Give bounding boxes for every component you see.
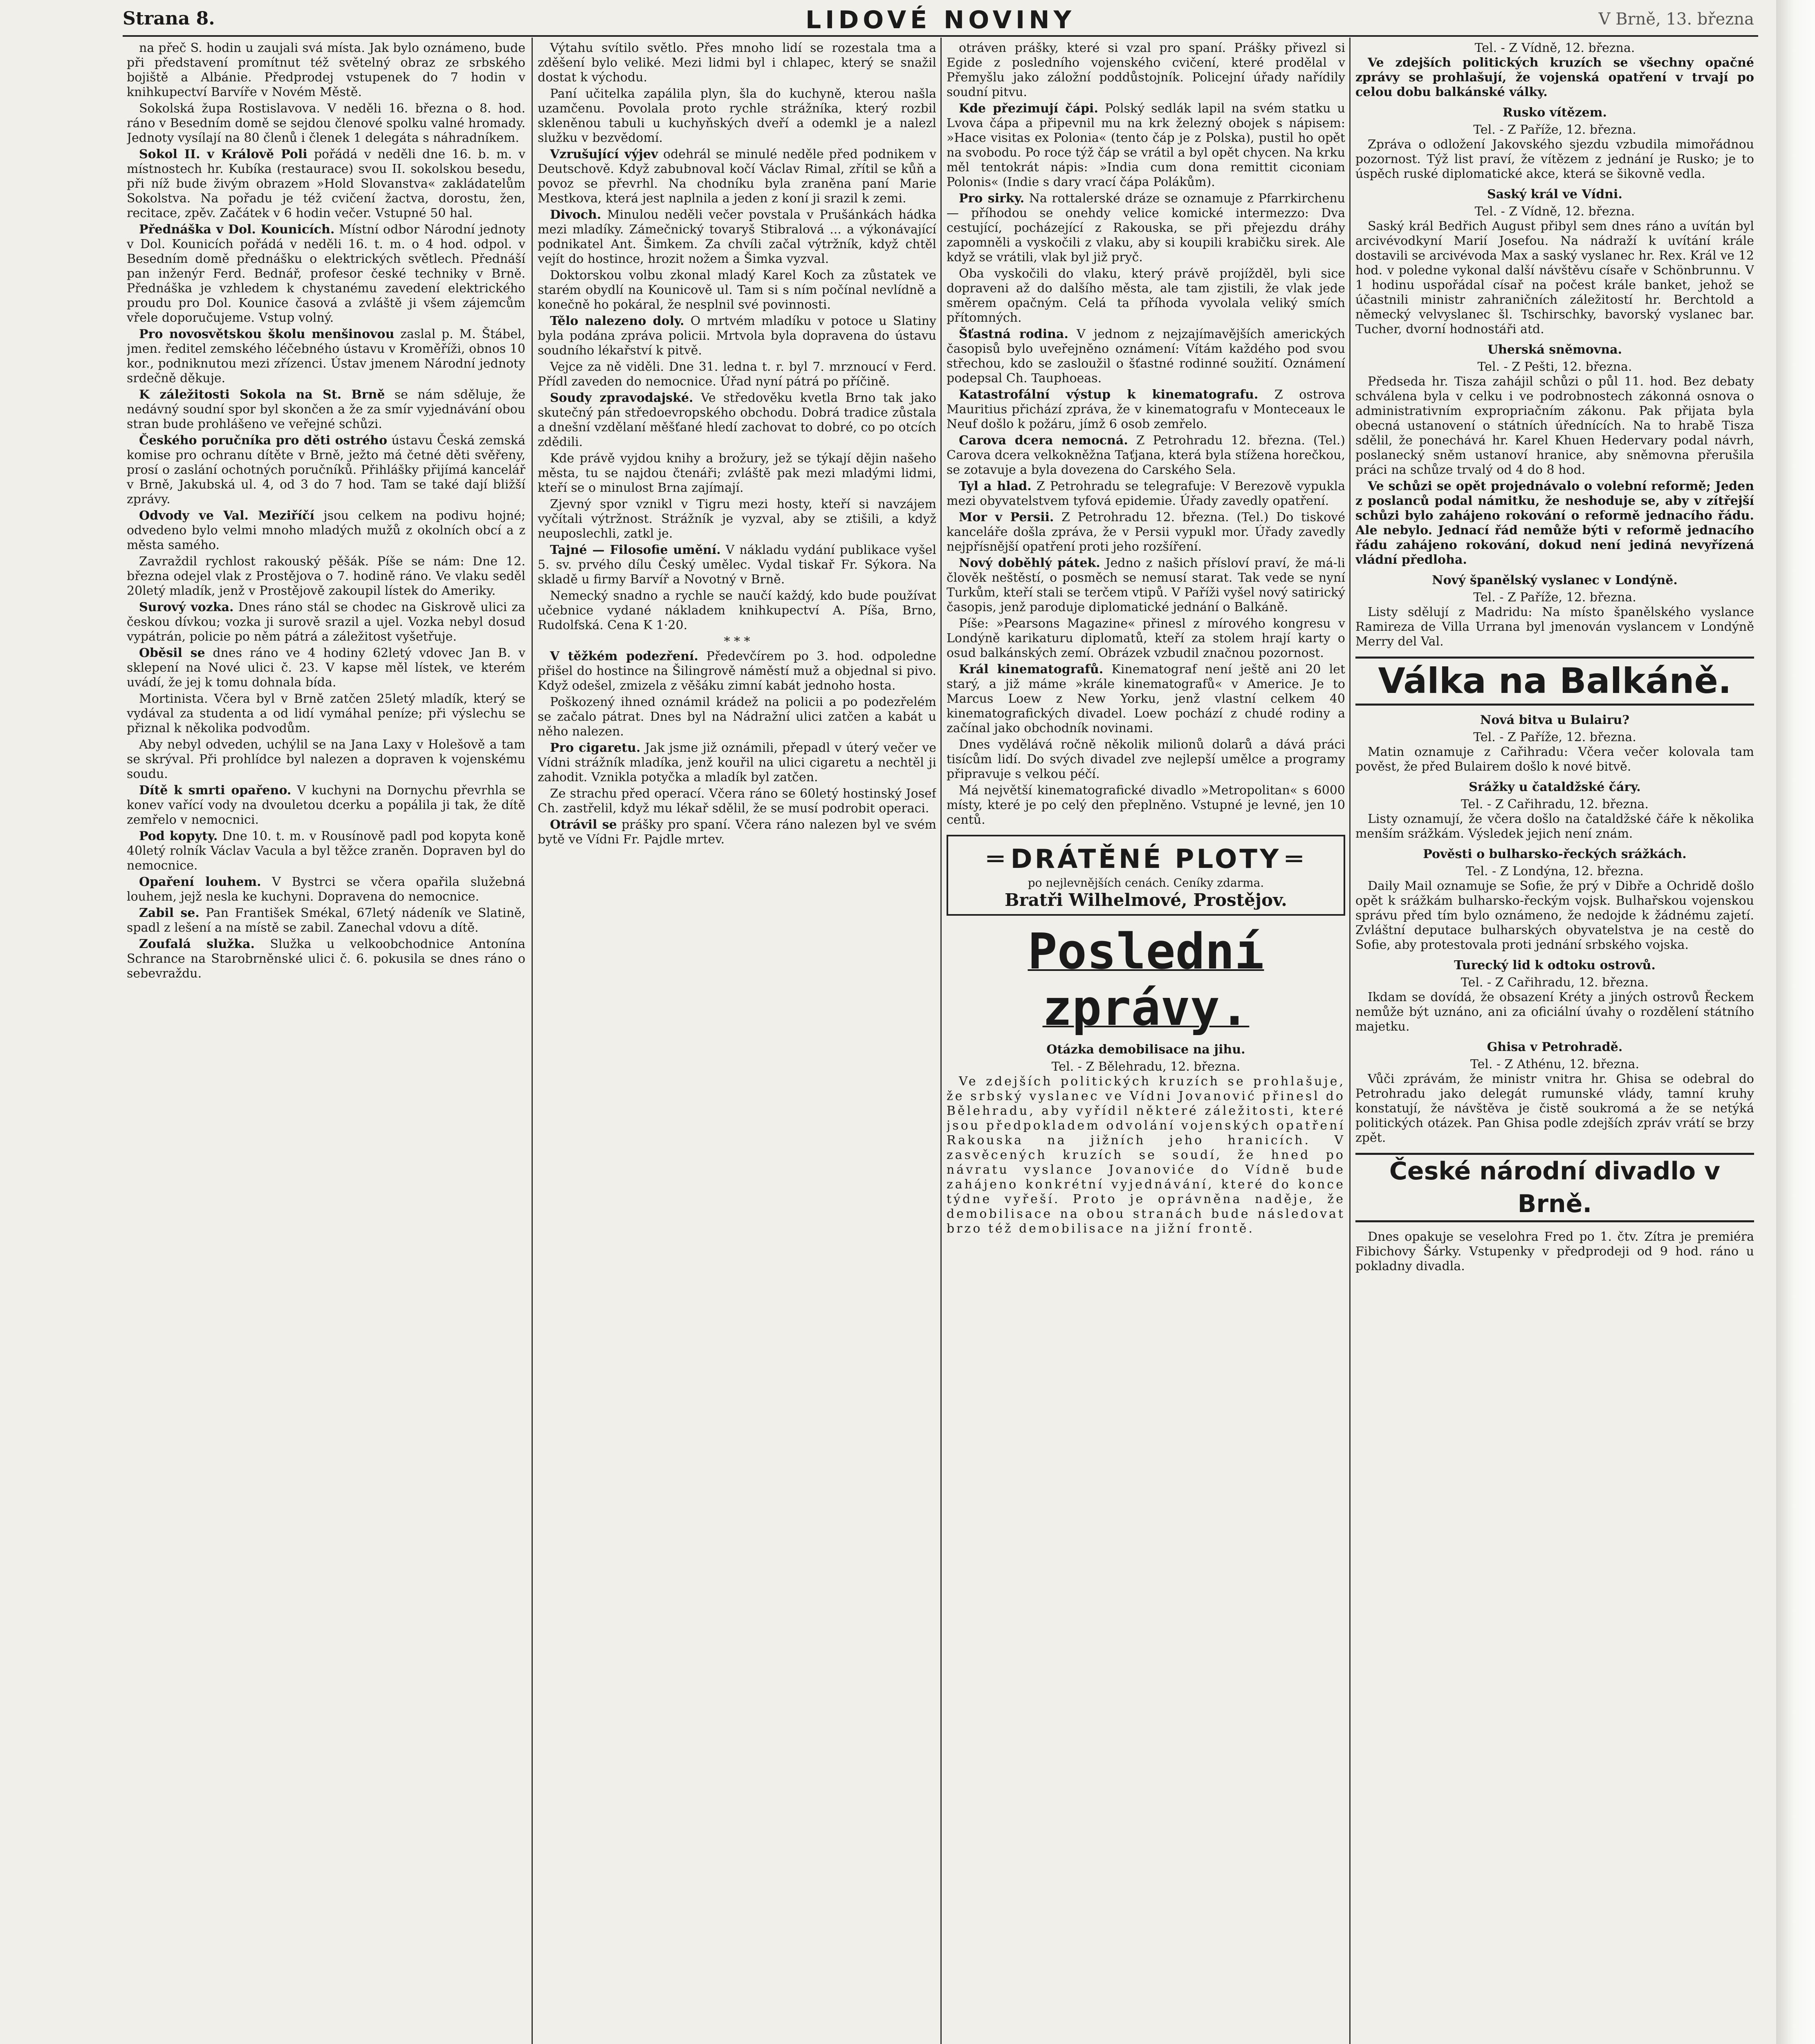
dateline: Tel. - Z Vídně, 12. března. — [1474, 41, 1635, 55]
article — [538, 208, 936, 267]
article-body: Dne 10. t. m. v Rousínově padl pod kopyta koně 40letý rolník Václav Vacula a byl těžce zraněn. Dopraven byl do nemocnice. — [127, 829, 525, 873]
section-banner: České národní divadlo v Brně. — [1355, 1153, 1754, 1222]
ad-title: ═ DRÁTĚNÉ PLOTY ═ — [952, 843, 1339, 876]
article-text: Zjevný spor vznikl v Tigru mezi hosty, kteří si navzájem vyčítali výtržnost. Strážník je vyzval, aby se ztišili, a když neuposlechli, zatkl je. — [538, 497, 936, 541]
article-lead: Pod kopyty. — [139, 829, 218, 843]
article-lead: Tělo nalezeno doly. — [550, 314, 684, 328]
article-lead: Opaření louhem. — [139, 875, 261, 889]
newspaper-title: LIDOVÉ NOVINY — [805, 6, 1076, 34]
article-lead: Tyl a hlad. — [959, 479, 1032, 493]
article-body: dnes ráno ve 4 hodiny 62letý vdovec Jan B. v sklepení na Nové ulici č. 23. V kapse měl lístek, ve kterém uvádí, že jej k tomu dohnala bída. — [127, 646, 525, 690]
article-lead: Kde přezimují čápi. — [959, 101, 1098, 116]
dateline: Tel. - Z Vídně, 12. března. — [1474, 204, 1635, 219]
article-text: Ve zdejších politických kruzích se prohlašuje, že srbský vyslanec ve Vídni Jovanović přinesl do Bělehradu, aby vyřídil některé záležitosti, které jsou předpokladem odvolání vojenských opatření Rakouska na jižních jeho hranicích. V zasvěcených kruzích se soudí, že hned po návratu vyslance Jovanoviće do Vídně bude zahájeno konkrétní vyjednávání, které do konce týdne vyřeší. Proto je oprávněna naděje, že demobilisace na obou stranách bude následovat brzo též demobilisace na jižní frontě. — [947, 1074, 1345, 1236]
dateline: Tel. - Z Cařihradu, 12. března. — [1461, 975, 1649, 990]
article-lead: Divoch. — [550, 208, 601, 222]
article — [127, 327, 525, 386]
advertisement — [947, 835, 1345, 916]
article-body: Služka u velkoobchodnice Antonína Schrance na Starobrněnské ulici č. 6. pokusila se dnes ráno o sebevraždu. — [127, 937, 525, 981]
article-text: Nemecký snadno a rychle se naučí každý, kdo bude používat učebnice vydané nákladem knihkupectví A. Píša, Brno, Rudolfská. Cena K 1·20. — [538, 589, 936, 632]
article-lead: Surový vozka. — [139, 600, 234, 614]
article — [947, 556, 1345, 615]
article-lead: Pro sirky. — [959, 191, 1025, 206]
article — [127, 829, 525, 873]
article-lead: Otrávil se — [550, 818, 617, 832]
article-body: Ve středověku kvetla Brno tak jako skutečný pán středoevropského obchodu. Dobrá tradice zůstala a dnešní vzdělaní měšťané hledí zachovat to dobré, co po otcích zdědili. — [538, 391, 936, 449]
article — [947, 433, 1345, 477]
column-4 — [1355, 41, 1754, 2044]
article-text: Výtahu svítilo světlo. Přes mnoho lidí se rozestala tma a zděšení bylo veliké. Mezi lidmi byl i chlapec, který se snažil dostat k východu. — [538, 41, 936, 85]
article — [538, 649, 936, 693]
article — [947, 191, 1345, 265]
article — [947, 327, 1345, 386]
article-text: Matin oznamuje z Cařihradu: Včera večer kolovala tam pověst, že před Bulairem došlo k nové bitvě. — [1355, 745, 1754, 774]
article-lead: Českého poručníka pro děti ostrého — [139, 433, 387, 448]
article-text: Vůči zprávám, že ministr vnitra hr. Ghisa se odebral do Petrohradu jako delegát rumunské vlády, tamní kruhy konstatují, že návštěva je čistě soukromá a že se netýká politických otázek. Pan Ghisa podle zdejších zpráv vrátí se brzy zpět. — [1355, 1072, 1754, 1145]
article-lead: Tajné — Filosofie umění. — [550, 543, 721, 557]
scan-margin — [1776, 0, 1815, 2044]
article-lead: Katastrofální výstup k kinematografu. — [959, 388, 1259, 402]
column-divider — [940, 38, 942, 2044]
article-text: Zpráva o odložení Jakovského sjezdu vzbudila mimořádnou pozornost. Týž list praví, že vítězem z jednání je Rusko; je to úspěch ruské diplomatické akce, která se šikovně vedla. — [1355, 137, 1754, 181]
article-body: V kuchyni na Dornychu převrhla se konev vařící vody na dvouletou dcerku a popálila ji tak, že dítě zemřelo v nemocnici. — [127, 783, 525, 827]
article-lead: K záležitosti Sokola na St. Brně — [139, 388, 385, 402]
article-text: Vejce za ně viděli. Dne 31. ledna t. r. byl 7. mrznoucí v Ferd. Přídl zaveden do nemocnice. Úřad nyní pátrá po příčině. — [538, 360, 936, 389]
article — [127, 509, 525, 553]
article-body: Místní odbor Národní jednoty v Dol. Kounicích pořádá v neděli 16. t. m. o 4 hod. odpol. v Besedním domě přednášku o elektrických světlech. Přednáší pan inženýr Ferd. Bednář, profesor české techniky v Brně. Přednáška je vzhledem k chystanému zavedení elektrického proudu pro Dol. Kounice časová a zvláště ji všem zájemcům vřele doporučujeme. Vstup volný. — [127, 222, 525, 325]
article — [127, 937, 525, 981]
article — [538, 147, 936, 206]
article-text: Poškozený ihned oznámil krádež na policii a po podezřelém se začalo pátrat. Dnes byl na Nádražní ulici zatčen a kabát u něho nalezen. — [538, 695, 936, 739]
article-body: jsou celkem na podivu hojné; odvedeno bylo velmi mnoho mladých mužů z okolních obcí a z města samého. — [127, 509, 525, 552]
column-3 — [947, 41, 1345, 2044]
article — [947, 662, 1345, 736]
article-text: Doktorskou volbu zkonal mladý Karel Koch za zůstatek ve starém obydlí na Kounicově ul. Tam si s ním počínal nevlídně a konečně ho pokáral, že nesplnil své povinnosti. — [538, 268, 936, 312]
article-text: na přeč S. hodin u zaujali svá místa. Jak bylo oznámeno, bude při představení promítnut též světelný obraz ze srbského bojiště a Albánie. Předprodej vstupenek do 7 hodin v knihkupectví Barvíře v Novém Městě. — [127, 41, 525, 99]
article-lead: Dítě k smrti opařeno. — [139, 783, 292, 798]
article — [127, 222, 525, 325]
dateline: Tel. - Z Paříže, 12. března. — [1473, 590, 1636, 605]
article-body: se nám sděluje, že nedávný soudní spor byl skončen a že za smír vyjednávání obou stran bude prohlášeno ve veřejné schůzi. — [127, 388, 525, 431]
article-text: Mortinista. Včera byl v Brně zatčen 25letý mladík, který se vydával za studenta a od lidí vymáhal peníze; při výslechu se přiznal k několika podvodům. — [127, 692, 525, 735]
article-lead: Sokol II. v Králově Poli — [139, 147, 307, 161]
column-divider — [1349, 38, 1351, 2044]
article-headline: Ghisa v Petrohradě. — [1487, 1040, 1623, 1054]
article-headline: Turecký lid k odtoku ostrovů. — [1454, 958, 1656, 973]
article-text: Saský král Bedřich August přibyl sem dnes ráno a uvítán byl arcivévodkyní Marií Josefou. Na nádraží k uvítání krále dostavili se arcivévoda Max a saský vyslanec hr. Rex. Král ve 12 hod. v poledne vykonal další návštěvu císaře v Schönbrunnu. V 1 hodinu uspořádal císař na počest krále banket, jehož se účastnili ministr zahraničních záležitostí hr. Berchtold a německý velvyslanec šl. Tschirschky, bavorský vyslanec bar. Tucher, dvorní hodnostáři atd. — [1355, 219, 1754, 336]
article-body: V nákladu vydání publikace vyšel 5. sv. prvého dílu Český umělec. Vydal tiskař Fr. Sýkora. Na skladě u firmy Barvíř a Novotný v Brně. — [538, 543, 936, 587]
dateline: Tel. - Z Londýna, 12. března. — [1466, 864, 1644, 879]
article — [127, 433, 525, 507]
article-body: V Bystrci se včera opařila služebná louhem, jejž nesla ke kuchyni. Dopravena do nemocnice. — [127, 875, 525, 904]
article — [127, 388, 525, 432]
article-lead: Zabil se. — [139, 906, 200, 920]
article — [127, 906, 525, 935]
article — [127, 783, 525, 827]
article — [947, 388, 1345, 432]
article-body: Kinematograf není ještě ani 20 let starý, a již máme »krále kinematografů« v Americe. Je to Marcus Loew z New Yorku, jenž vlastní celkem 40 kinematografických divadel. Loew pochází z chudé rodiny a začínal jako obchodník novinami. — [947, 662, 1345, 735]
article — [947, 101, 1345, 190]
column-1 — [127, 41, 525, 2044]
article-headline: Rusko vítězem. — [1503, 105, 1607, 120]
column-2 — [538, 41, 936, 2044]
article-text: otráven prášky, které si vzal pro spaní. Prášky přivezl si Egide z posledního vojenského cvičení, které prodělal v Přemyšlu jako záložní poddůstojník. Policejní úřady nařídily soudní pitvu. — [947, 41, 1345, 99]
article-lead: Přednáška v Dol. Kounicích. — [139, 222, 335, 237]
article-body: Z Petrohradu 12. března. (Tel.) Carova dcera velkokněžna Taťjana, která byla stížena horečkou, se zotavuje a byla dovezena do Carského Sela. — [947, 433, 1345, 477]
dateline: Tel. - Z Paříže, 12. března. — [1473, 730, 1636, 744]
article-text: Ve zdejších politických kruzích se všechny opačné zprávy se prohlašují, že vojenská opatření v trvají po celou dobu balkánské války. — [1355, 56, 1754, 99]
article-lead: Šťastná rodina. — [959, 327, 1068, 341]
article — [947, 479, 1345, 509]
article-lead: Oběsil se — [139, 646, 205, 660]
article-lead: Král kinematografů. — [959, 662, 1104, 677]
article-text: Paní učitelka zapálila plyn, šla do kuchyně, kterou našla uzamčenu. Povolala proto rychle strážníka, který rozbil skleněnou tabuli u kuchyňských dveří a odemkl je a nalezl služku v bezvědomí. — [538, 87, 936, 145]
dateline: Tel. - Z Bělehradu, 12. března. — [1051, 1060, 1241, 1074]
article-text: Ze strachu před operací. Včera ráno se 60letý hostinský Josef Ch. zastřelil, když mu lékař sdělil, že se musí podrobit operaci. — [538, 787, 936, 816]
article-body: Pan František Smékal, 67letý nádeník ve Slatině, spadl z lešení a na místě se zabil. Zanechal vdovu a dítě. — [127, 906, 525, 935]
page-label: Strana 8. — [123, 8, 215, 29]
article-body: Jak jsme již oznámili, přepadl v úterý večer ve Vídni strážník mladíka, jenž kouřil na ulici cigaretu a nechtěl ji zahodit. Vznikla potyčka a mladík byl zatčen. — [538, 741, 936, 784]
article-lead: Carova dcera nemocná. — [959, 433, 1128, 448]
article-body: Z ostrova Mauritius přichází zpráva, že v kinematografu v Monteceaux le Neuf došlo k požáru, jímž 6 osob zemřelo. — [947, 388, 1345, 431]
article-text: Kde právě vyjdou knihy a brožury, jež se týkají dějin našeho města, tu se najdou čtenáři; zvláště pak mezi mladými lidmi, kteří se o minulost Brna zajímají. — [538, 451, 936, 495]
article-lead: Pro cigaretu. — [550, 741, 641, 755]
article — [127, 646, 525, 690]
dateline: Tel. - Z Pešti, 12. března. — [1477, 360, 1632, 374]
masthead — [123, 8, 1758, 34]
article-body: Předevčírem po 3. hod. odpoledne přišel do hostince na Šilingrově náměstí muž a objednal si pivo. Když odešel, zmizela z věšáku zimní kabát jednoho hosta. — [538, 649, 936, 693]
article-body: O mrtvém mladíku v potoce u Slatiny byla podána zpráva policii. Mrtvola byla dopravena do ústavu soudního lékařství k pitvě. — [538, 314, 936, 358]
article-lead: Pro novosvětskou školu menšinovou — [139, 327, 395, 341]
article-text: Zavraždil rychlost rakouský pěšák. Píše se nám: Dne 12. března odejel vlak z Prostějova o 7. hodině ráno. Ve vlaku seděl 20letý mladík, jenž v Prostějově zakoupil lístek do Ameriky. — [127, 554, 525, 598]
article-text: Listy oznamují, že včera došlo na čataldžské čáře k několika menším srážkám. Výsledek jejich není znám. — [1355, 812, 1754, 841]
article-lead: V těžkém podezření. — [550, 649, 698, 663]
ad-tagline: po nejlevnějších cenách. Ceníky zdarma. — [1028, 876, 1264, 890]
masthead-rule — [123, 35, 1758, 37]
article-body: prášky pro spaní. Včera ráno nalezen byl ve svém bytě ve Vídni Fr. Pajdle mrtev. — [538, 818, 936, 847]
section-separator: * * * — [724, 634, 750, 649]
article — [538, 391, 936, 450]
article-body: Jedno z našich přísloví praví, že má-li člověk neštěstí, o posměch se nemusí starat. Tak vede se nyní Turkům, kteří stali se terčem vtipů. V Paříži vyšel nový satirický časopis, jenž paroduje diplomatické jednání o Balkáně. — [947, 556, 1345, 614]
article-body: V jednom z nejzajímavějších amerických časopisů bylo uveřejněno oznámení: Vítám každého pod svou střechou, kdo se zasloužil o šťastné rodinné soužití. Oznámení podepsal Ch. Tauphoeas. — [947, 327, 1345, 385]
issue-date: V Brně, 13. března — [1598, 10, 1754, 29]
article — [538, 314, 936, 358]
article-lead: Mor v Persii. — [959, 510, 1054, 524]
article-headline: Srážky u čataldžské čáry. — [1469, 780, 1641, 794]
article-lead: Soudy zpravodajské. — [550, 391, 693, 405]
article-text: Ve schůzi se opět projednávalo o volební reformě; Jeden z poslanců podal námitku, že neshoduje se, aby v zítřejší schůzi bylo zahájeno rokování o reformě jednacího řádu. Ale nebylo. Jednací řád nemůže býti v reformě jednacího řádu zahájeno rokování, dokud není jediná nevyřízená vládní předloha. — [1355, 479, 1754, 567]
article-lead: Vzrušující výjev — [550, 147, 658, 161]
article-text: Předseda hr. Tisza zahájil schůzi o půl 11. hod. Bez debaty schválena byla v celku i ve podrobnostech zákonná osnova o administrativním expropriačním zákonu. Pak přijata byla obecná ustanovení o státních úřednících. Na to hrabě Tisza sdělil, že ponechává hr. Karel Khuen Hedervary podal návrh, poslanecký sněm ustanoví hranice, aby sněmovna přerušila práci na schůze trvalý od 4 do 8 hod. — [1355, 374, 1754, 477]
dateline: Tel. - Z Paříže, 12. března. — [1473, 123, 1636, 137]
article-text: Daily Mail oznamuje se Sofie, že prý v Dibře a Ochridě došlo opět k srážkám bulharsko-řeckým vojsk. Bulhařskou vojenskou správu před tím bylo oznámeno, že nedojde k žádnému zajetí. Zvláštní deputace bulharských obyvatelstva je na cestě do Sofie, aby protestovala proti jednání srbského vojska. — [1355, 879, 1754, 952]
article — [538, 741, 936, 785]
article-headline: Pověsti o bulharsko-řeckých srážkách. — [1423, 847, 1687, 861]
article-lead: Odvody ve Val. Meziříčí — [139, 509, 314, 523]
ad-company: Bratři Wilhelmové, Prostějov. — [1005, 890, 1287, 910]
article — [127, 600, 525, 644]
article-text: Dnes vydělává ročně několik milionů dolarů a dává práci tisícům lidí. Do svých divadel zve nejlepší umělce a programy připravuje s velkou péčí. — [947, 737, 1345, 781]
article-headline: Nová bitva u Bulairu? — [1480, 713, 1630, 727]
article-body: zaslal p. M. Štábel, jmen. ředitel zemského léčebného ústavu v Kroměříži, obnos 10 kor., podniknutou mezi zřízenci. Ústav jmenem Národní jednoty srdečně děkuje. — [127, 327, 525, 385]
article-body: Dnes ráno stál se chodec na Giskrově ulici za českou dívkou; vozka ji surově srazil a ujel. Vozka nebyl dosud vypátrán, policie po něm pátrá a záležitost vyšetřuje. — [127, 600, 525, 644]
article — [127, 147, 525, 221]
article-text: Dnes opakuje se veselohra Fred po 1. čtv. Zítra je premiéra Fibichovy Šárky. Vstupenky v předprodeji od 9 hod. ráno u pokladny divadla. — [1355, 1230, 1754, 1273]
article-text: Oba vyskočili do vlaku, který právě projížděl, byli sice dopraveni až do dalšího města, ale tam zjistili, že vlak jede směrem opačným. Celá ta příhoda vyvolala veliký smích přítomných. — [947, 267, 1345, 325]
article — [538, 543, 936, 587]
article-body: Na rottalerské dráze se oznamuje z Pfarrkirchenu — příhodou se onehdy velice komické intermezzo: Dva cestující, pocházející z Rakouska, se při přejezdu dráhy zapomněli a vyskočili z vlaku, aby si koupili krabičku sirek. Ale když se vrátili, vlak byl již pryč. — [947, 191, 1345, 264]
column-divider — [532, 38, 533, 2044]
article-lead: Nový doběhlý pátek. — [959, 556, 1100, 570]
article — [538, 818, 936, 847]
article-body: ústavu Česká zemská komise pro ochranu dítěte v Brně, ježto má četné děti svěřeny, prosí o zaslání ochotných poručníků. Přihlášky přijímá kancelář v Brně, Jakubská ul. 4, od 3 do 7 hod. Tam se také dají bližší zprávy. — [127, 433, 525, 507]
article-body: Z Petrohradu se telegrafuje: V Berezově vypukla mezi obyvatelstvem tyfová epidemie. Úřady zavedly opatření. — [947, 479, 1345, 508]
article-text: Listy sdělují z Madridu: Na místo španělského vyslance Ramireza de Villa Urrana byl jmenován vyslancem v Londýně Merry del Val. — [1355, 605, 1754, 649]
article — [127, 875, 525, 904]
dateline: Tel. - Z Athénu, 12. března. — [1470, 1057, 1640, 1071]
article-body: Polský sedlák lapil na svém statku u Lvova čápa a připevnil mu na krk železný obojek s nápisem: »Hace visitas ex Polonia« (tento čáp je z Polska), pustil ho opět na svobodu. Po roce týž čáp se vrátil a byl opět chycen. Na krku měl tentokrát nápis: »India cum dona remittit ciconiam Polonis« (Indie s dary vrací čápa Polákům). — [947, 101, 1345, 189]
article-text: Sokolská župa Rostislavova. V neděli 16. března o 8. hod. ráno v Besedním domě se sejdou členové spolku valné hromady. Jednoty vysílají na 80 členů i členek 1 delegáta s náhradníkem. — [127, 101, 525, 145]
section-banner: Válka na Balkáně. — [1355, 657, 1754, 706]
article — [947, 510, 1345, 554]
dateline: Tel. - Z Cařihradu, 12. března. — [1461, 797, 1649, 811]
article-body: Z Petrohradu 12. března. (Tel.) Do tiskové kanceláře došla zpráva, že v Persii vypukl mor. Úřady zavedly nejpřísnější opatření proti jeho rozšíření. — [947, 510, 1345, 554]
article-text: Píše: »Pearsons Magazine« přinesl z mírového kongresu v Londýně karikaturu diplomatů, kteří za stolem hrají karty o osud balkánských zemí. Obrázek vzbudil značnou pozornost. — [947, 616, 1345, 660]
article-headline: Saský král ve Vídni. — [1487, 187, 1622, 202]
article-lead: Zoufalá služka. — [139, 937, 255, 951]
article-body: pořádá v neděli dne 16. b. m. v místnostech hr. Kubíka (restaurace) svou II. sokolskou besedu, při níž bude živým obrazem »Hold Slovanstva« zakládatelům Sokolstva. Na pořadu je též cvičení žactva, dorostu, žen, recitace, zpěv. Začátek v 6 hodin večer. Vstupné 50 hal. — [127, 147, 525, 220]
section-title: Poslední zprávy. — [1028, 923, 1264, 1037]
article-headline: Otázka demobilisace na jihu. — [1046, 1042, 1245, 1057]
article-text: Má největší kinematografické divadlo »Metropolitan« s 6000 místy, které je po celý den přeplněno. Vstupné je levné, jen 10 centů. — [947, 783, 1345, 827]
article-headline: Nový španělský vyslanec v Londýně. — [1432, 573, 1678, 587]
article-headline: Uherská sněmovna. — [1487, 343, 1622, 357]
article-body: odehrál se minulé neděle před podnikem v Deutschově. Když zabubnoval kočí Václav Rimal, zřítil se kůň a povoz se převrhl. Na chodníku byla zraněna paní Marie Mestkova, která jest naplnila a jeden z koní ji srazil k zemi. — [538, 147, 936, 206]
article-body: Minulou neděli večer povstala v Prušánkách hádka mezi mladíky. Zámečnický tovaryš Stibralová ... a výkonávající podnikatel Ant. Šimkem. Za chvíli začal výtržník, když chtěl vejít do hostince, hrozit nožem a Šimka vyzval. — [538, 208, 936, 266]
article-text: Aby nebyl odveden, uchýlil se na Jana Laxy v Holešově a tam se skrýval. Při prohlídce byl nalezen a dopraven k vojenskému soudu. — [127, 737, 525, 781]
article-text: Ikdam se dovídá, že obsazení Kréty a jiných ostrovů Řeckem nemůže být uznáno, ani za oficiální úvahy o rozdělení státního majetku. — [1355, 990, 1754, 1034]
